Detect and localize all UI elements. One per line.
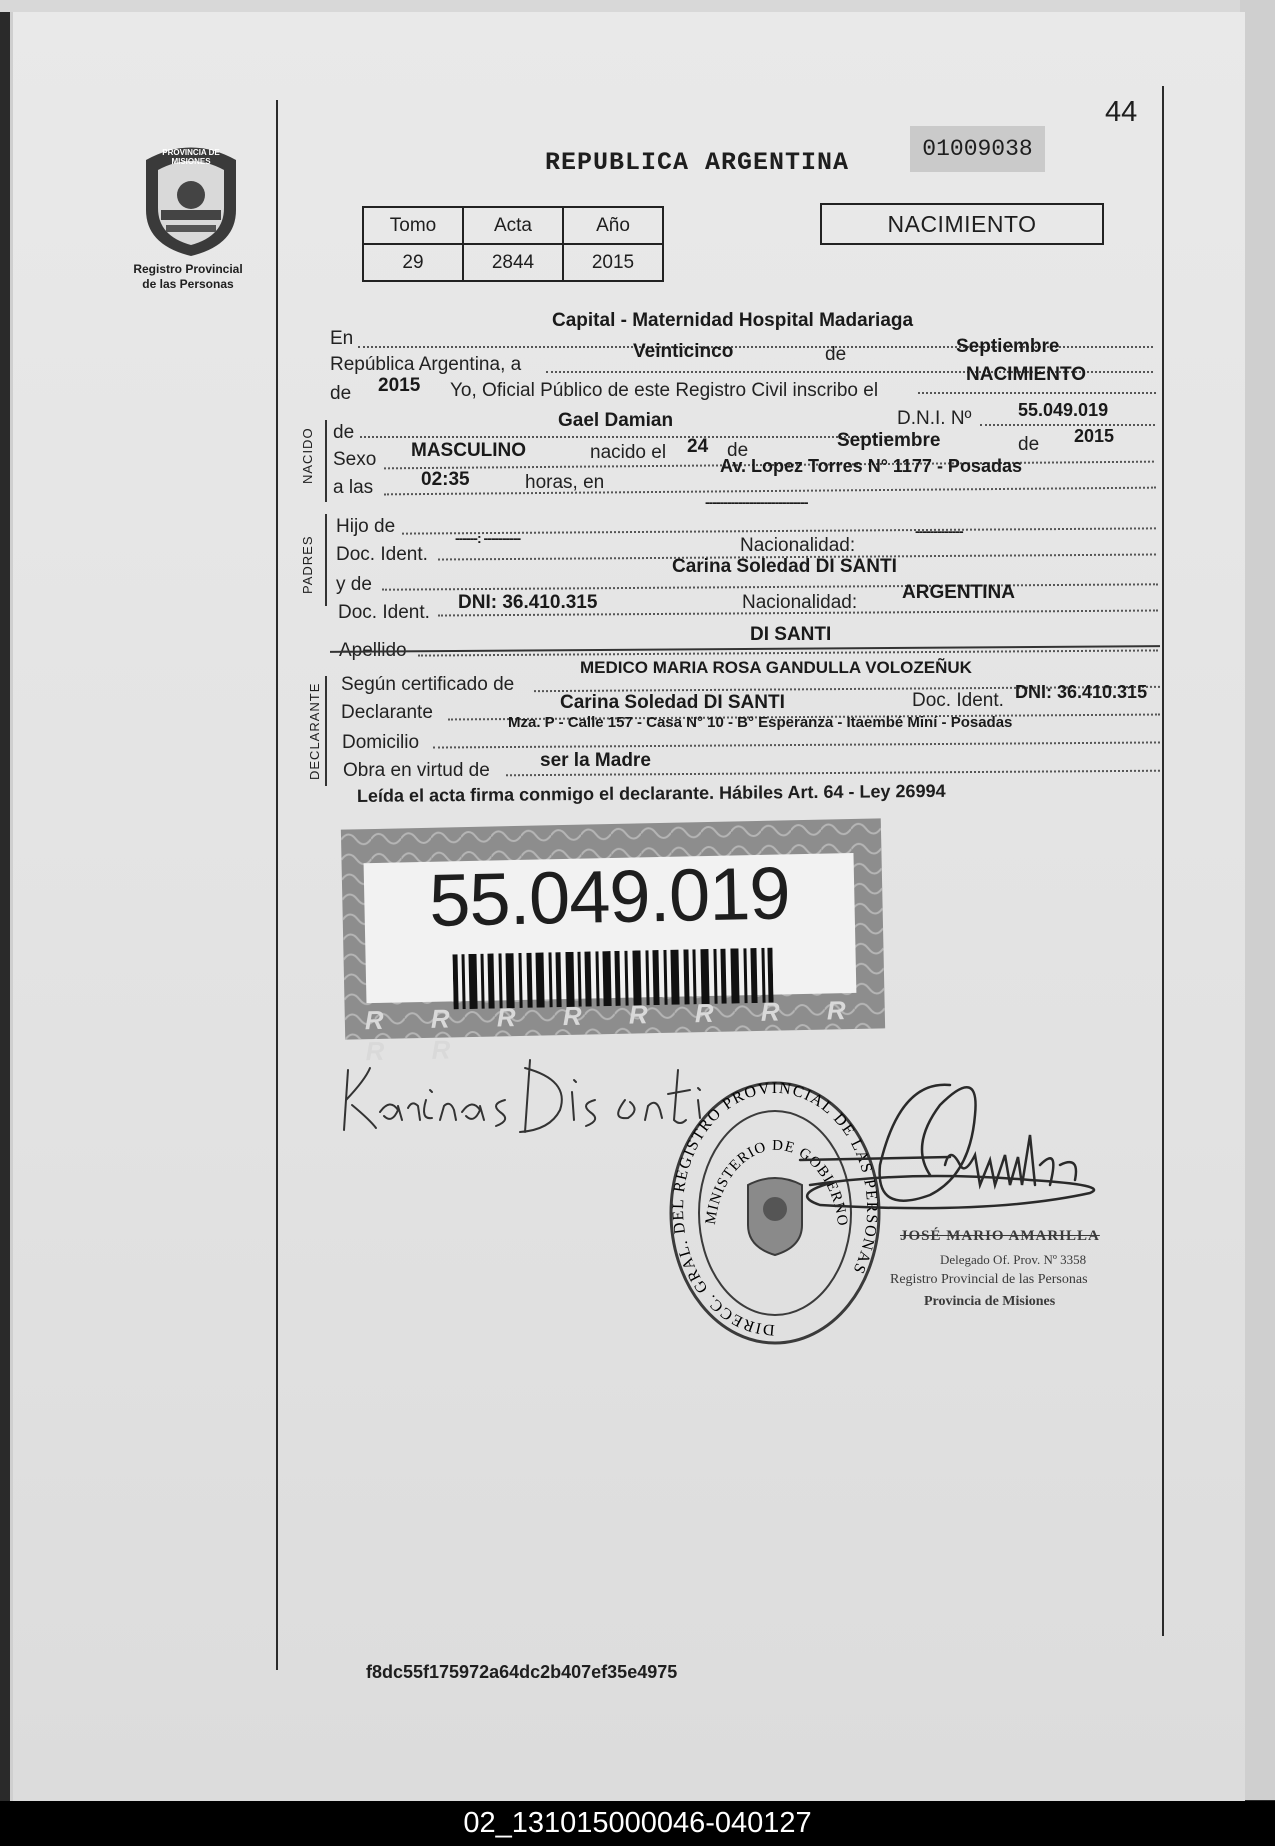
declarante-bracket: [325, 676, 327, 786]
apellido-label: Apellido: [339, 640, 407, 661]
mother-nationality: ARGENTINA: [902, 582, 1015, 603]
father-nationality: -------------: [915, 523, 963, 539]
stamp-ring-text: DIRECC. GRAL. DEL REGISTRO PROVINCIAL DE LAS PERSONAS: [669, 1079, 881, 1339]
birth-time: 02:35: [421, 469, 470, 490]
nacido-el-label: nacido el: [590, 442, 667, 463]
month-value: Septiembre: [956, 336, 1060, 357]
anio-value: 2015: [563, 244, 663, 281]
col-tomo-header: Tomo: [363, 207, 463, 244]
y-de-label: y de: [336, 574, 372, 595]
pattern-letter: R: [826, 994, 866, 1026]
nacido-section-label: NACIDO: [300, 427, 315, 484]
tomo-value: 29: [363, 244, 463, 281]
right-margin-line: [1162, 86, 1164, 1636]
father-nac-label: Nacionalidad:: [740, 535, 856, 556]
birth-month: Septiembre: [837, 430, 941, 451]
birth-address: Av. Lopez Torres N° 1177 - Posadas: [720, 456, 1022, 476]
pattern-letter: R: [760, 996, 800, 1027]
dni-value: 55.049.019: [1018, 400, 1109, 420]
page-number: 44: [1105, 96, 1138, 128]
inscribe-line: [918, 392, 1156, 394]
year-value: 2015: [378, 375, 421, 396]
child-name-line: [360, 436, 890, 438]
birth-year: 2015: [1074, 426, 1115, 446]
father-doc: ------: ----------: [455, 530, 521, 546]
sticker-number: 55.049.019: [428, 851, 791, 942]
pattern-letter: R: [365, 1035, 405, 1067]
official-province: Provincia de Misiones: [924, 1294, 1056, 1309]
pattern-letter: R: [628, 998, 668, 1030]
dni-line: [980, 424, 1155, 426]
dni-sticker: [341, 818, 885, 1067]
nacido-de-label: de: [333, 422, 355, 443]
obra-value: ser la Madre: [540, 750, 651, 771]
mother-nac-label: Nacionalidad:: [742, 592, 858, 613]
en-label: En: [330, 328, 354, 349]
dni-label: D.N.I. Nº: [897, 408, 972, 429]
nacido-de-label2: de: [727, 440, 749, 461]
mother-name: Carina Soledad DI SANTI: [672, 556, 897, 577]
col-acta-header: Acta: [463, 207, 563, 244]
apellido-value: DI SANTI: [750, 624, 832, 645]
seal-lettering: PROVINCIA DE MISIONES: [162, 148, 220, 166]
register-table-value-row: [363, 244, 663, 281]
closing-statement: Leída el acta firma conmigo el declarante. Hábiles Art. 64 - Ley 26994: [356, 780, 946, 806]
pattern-letter: R: [496, 1001, 536, 1033]
pattern-letter: R: [562, 1000, 602, 1032]
republica-label: República Argentina, a: [330, 354, 522, 375]
hijo-de-label: Hijo de: [336, 516, 396, 537]
serial-number: 01009038: [910, 126, 1045, 172]
place-value: Capital - Maternidad Hospital Madariaga: [552, 310, 914, 331]
declarante-name: Carina Soledad DI SANTI: [560, 692, 785, 713]
record-type-box: NACIMIENTO: [820, 203, 1104, 245]
declarante-doc: DNI: 36.410.315: [1015, 682, 1148, 702]
padres-section-label: PADRES: [300, 535, 315, 594]
acta-value: 2844: [463, 244, 563, 281]
pattern-letter: R: [430, 1003, 470, 1034]
declarante-section-label: DECLARANTE: [307, 682, 322, 780]
certificado-label: Según certificado de: [341, 674, 515, 695]
top-edge: [0, 0, 1275, 12]
official-office: Registro Provincial de las Personas: [890, 1272, 1088, 1287]
registry-name-line1: Registro Provincial: [133, 262, 243, 276]
de-label: de: [825, 344, 847, 365]
document-title: REPUBLICA ARGENTINA: [545, 148, 850, 177]
official-name: JOSÉ MARIO AMARILLA: [900, 1228, 1100, 1244]
official-role: Delegado Of. Prov. Nº 3358: [940, 1252, 1087, 1267]
scan-footer-id: 02_131015000046-040127: [0, 1801, 1275, 1846]
horas-label: horas, en: [525, 472, 605, 493]
a-las-label: a las: [333, 477, 374, 498]
mother-doc-label: Doc. Ident.: [338, 602, 430, 623]
domicilio-value: Mza. P - Calle 157 - Casa N° 10 - B° Esperanza - Itaembé Miní - Posadas: [508, 714, 1013, 731]
domicilio-label: Domicilio: [342, 732, 420, 753]
oficial-text: Yo, Oficial Público de este Registro Civil inscribo el: [450, 380, 879, 401]
pattern-letter: R: [364, 1004, 404, 1036]
register-table-header-row: [363, 207, 663, 244]
father-name: ----------------------------: [705, 494, 808, 510]
register-table: [362, 206, 664, 282]
birth-day: 24: [687, 436, 709, 457]
declarante-doc-label: Doc. Ident.: [912, 690, 1004, 711]
child-name: Gael Damian: [558, 410, 674, 431]
obra-label: Obra en virtud de: [343, 760, 490, 781]
sexo-label: Sexo: [333, 449, 377, 470]
registry-name-line2: de las Personas: [142, 277, 234, 291]
pattern-letter: R: [431, 1034, 471, 1065]
pattern-letter: R: [694, 997, 734, 1029]
declarante-label: Declarante: [341, 702, 433, 723]
de2-label: de: [330, 383, 352, 404]
back-sheet-edge: [1240, 0, 1275, 1800]
certificado-value: MEDICO MARIA ROSA GANDULLA VOLOZEÑUK: [580, 658, 972, 677]
left-margin-line: [276, 100, 278, 1670]
padres-bracket: [325, 514, 327, 606]
col-anio-header: Año: [563, 207, 663, 244]
nacido-de-label3: de: [1018, 434, 1040, 455]
registry-name: [118, 262, 258, 292]
inscribe-value: NACIMIENTO: [966, 364, 1086, 385]
mother-doc: DNI: 36.410.315: [458, 592, 598, 613]
stamp-inner-text: MINISTERIO DE GOBIERNO: [702, 1137, 851, 1228]
nacido-bracket: [325, 420, 327, 502]
document-hash: f8dc55f175972a64dc2b407ef35e4975: [366, 1662, 678, 1682]
father-doc-label: Doc. Ident.: [336, 544, 428, 565]
sexo-value: MASCULINO: [411, 440, 527, 461]
sticker-label: [364, 853, 857, 1003]
day-value: Veinticinco: [633, 341, 734, 362]
